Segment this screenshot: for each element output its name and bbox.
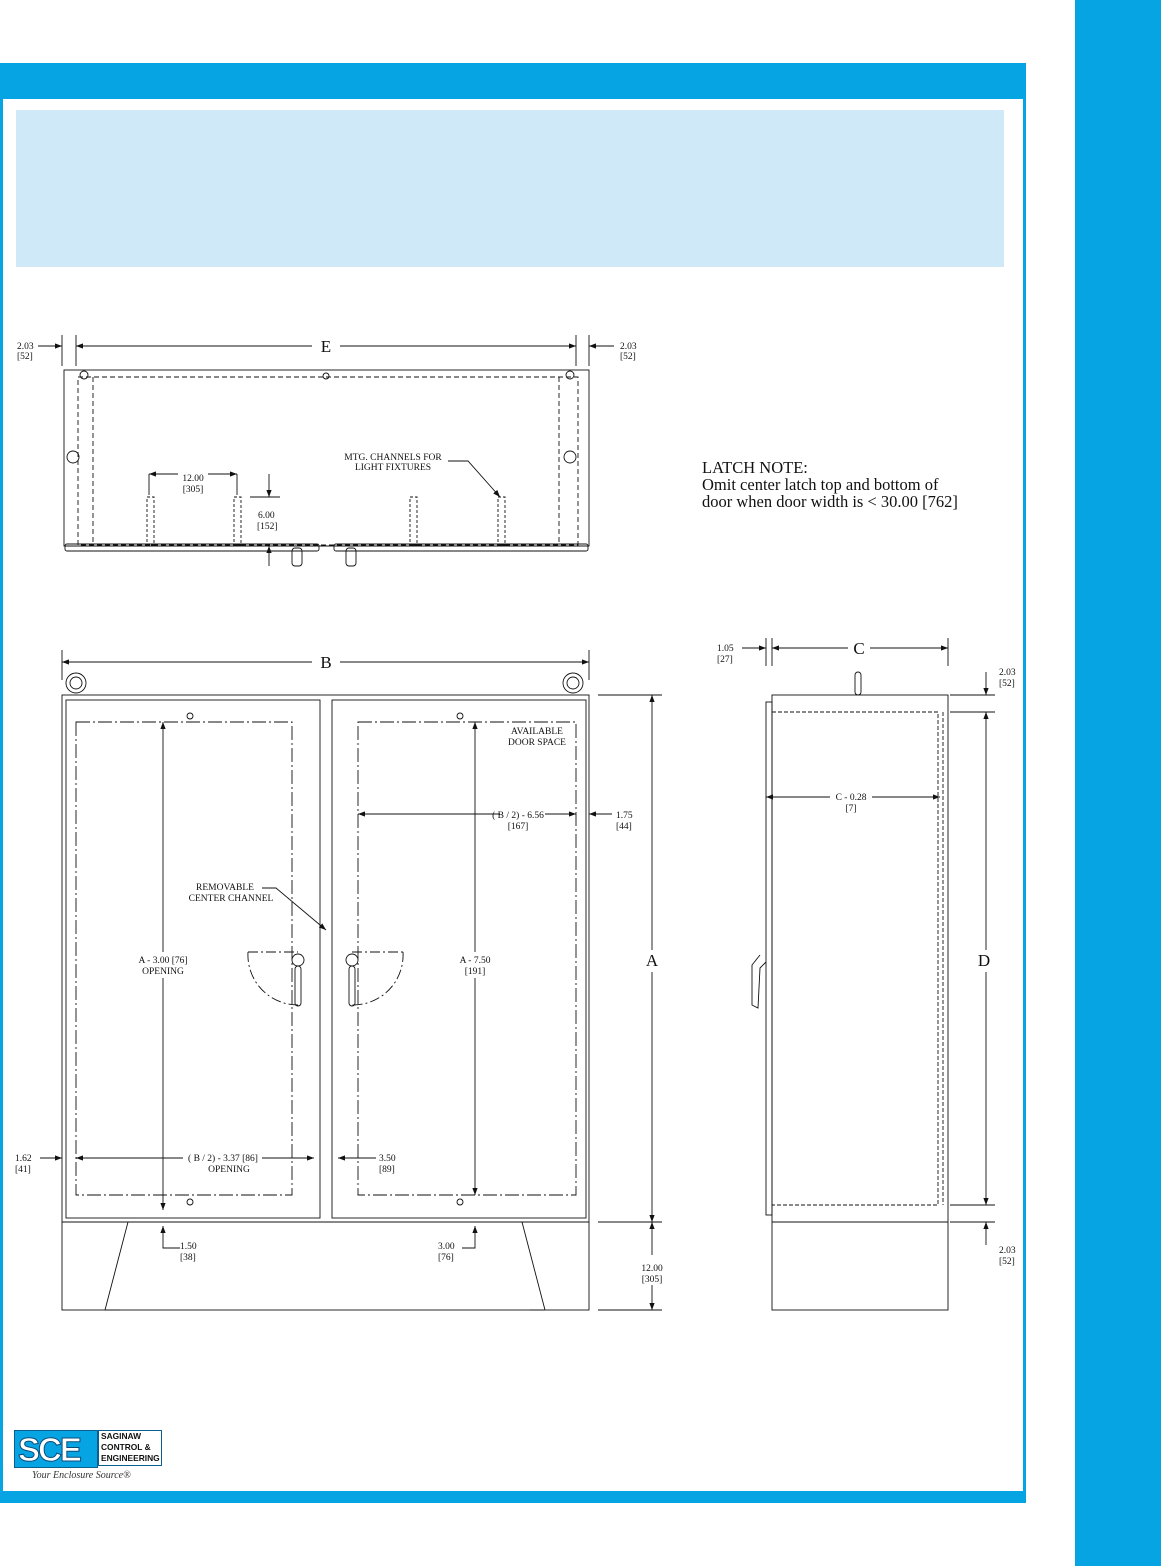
side-bottom-gap-mm: [52] [999,1257,1015,1267]
top-left-margin: 2.03 [17,342,34,352]
opening-height: A - 3.00 [76] [138,956,188,966]
top-right-margin: 2.03 [620,342,637,352]
door-space-label-1: AVAILABLE [511,727,563,737]
opening-width: ( B / 2) - 3.37 [86] [188,1154,258,1164]
left-inset-mm: [41] [15,1165,31,1175]
dim-b-label: B [320,653,332,672]
logo-company-name [98,1430,162,1466]
door-bottom-mm: [76] [438,1253,454,1263]
sce-logo [14,1428,162,1488]
channel-offset-mm: [152] [257,522,278,532]
removable-label-1: REMOVABLE [196,883,254,893]
dim-a-label: A [645,951,659,970]
logo-mark [14,1430,98,1468]
opening-width-word: OPENING [208,1165,250,1175]
left-inset: 1.62 [15,1154,32,1164]
side-left-offset-mm: [27] [717,655,733,665]
door-bottom: 3.00 [438,1242,455,1252]
dim-c-label: C [853,639,865,658]
logo-name-line-3: ENGINEERING [101,1452,160,1463]
logo-name-line-1: SAGINAW [101,1431,142,1441]
side-top-gap-mm: [52] [999,679,1015,689]
dim-d-label: D [977,951,991,970]
side-bottom-gap: 2.03 [999,1246,1016,1256]
door-height: A - 7.50 [459,956,491,966]
side-left-offset: 1.05 [717,644,734,654]
door-space-label-2: DOOR SPACE [508,738,566,748]
logo-name-line-2: CONTROL & [101,1441,151,1452]
channel-offset: 6.00 [258,511,275,521]
bottom-inset-mm: [38] [180,1253,196,1263]
logo-letters: SCE [18,1431,80,1468]
top-view [38,335,614,566]
leg-height-mm: [305] [641,1275,663,1285]
latch-note [702,459,1002,510]
top-left-margin-mm: [52] [17,352,33,362]
latch-note-line-1: Omit center latch top and bottom of [702,475,939,494]
half-width-space: ( B / 2) - 6.56 [492,811,544,821]
right-inset: 1.75 [616,811,633,821]
side-view [742,638,995,1310]
half-width-space-mm: [167] [507,822,529,832]
front-view [40,650,662,1310]
top-right-margin-mm: [52] [620,352,636,362]
opening-height-word: OPENING [142,967,184,977]
side-depth-mm: [7] [845,804,857,814]
latch-note-title: LATCH NOTE: [702,458,808,477]
side-top-gap: 2.03 [999,668,1016,678]
logo-tagline: Your Enclosure Source® [32,1470,131,1481]
side-depth: C - 0.28 [835,793,867,803]
dim-e-label: E [320,337,332,356]
bottom-inset: 1.50 [180,1242,197,1252]
inner-inset-mm: [89] [379,1165,395,1175]
channels-label-2: LIGHT FIXTURES [354,463,432,473]
removable-label-2: CENTER CHANNEL [188,894,274,904]
door-height-mm: [191] [464,967,486,977]
right-inset-mm: [44] [616,822,632,832]
channel-spacing-mm: [305] [182,485,204,495]
leg-height: 12.00 [641,1264,663,1274]
latch-note-line-2: door when door width is < 30.00 [762] [702,492,958,511]
channel-spacing: 12.00 [182,474,204,484]
inner-inset: 3.50 [379,1154,396,1164]
channels-label-1: MTG. CHANNELS FOR [344,453,442,463]
